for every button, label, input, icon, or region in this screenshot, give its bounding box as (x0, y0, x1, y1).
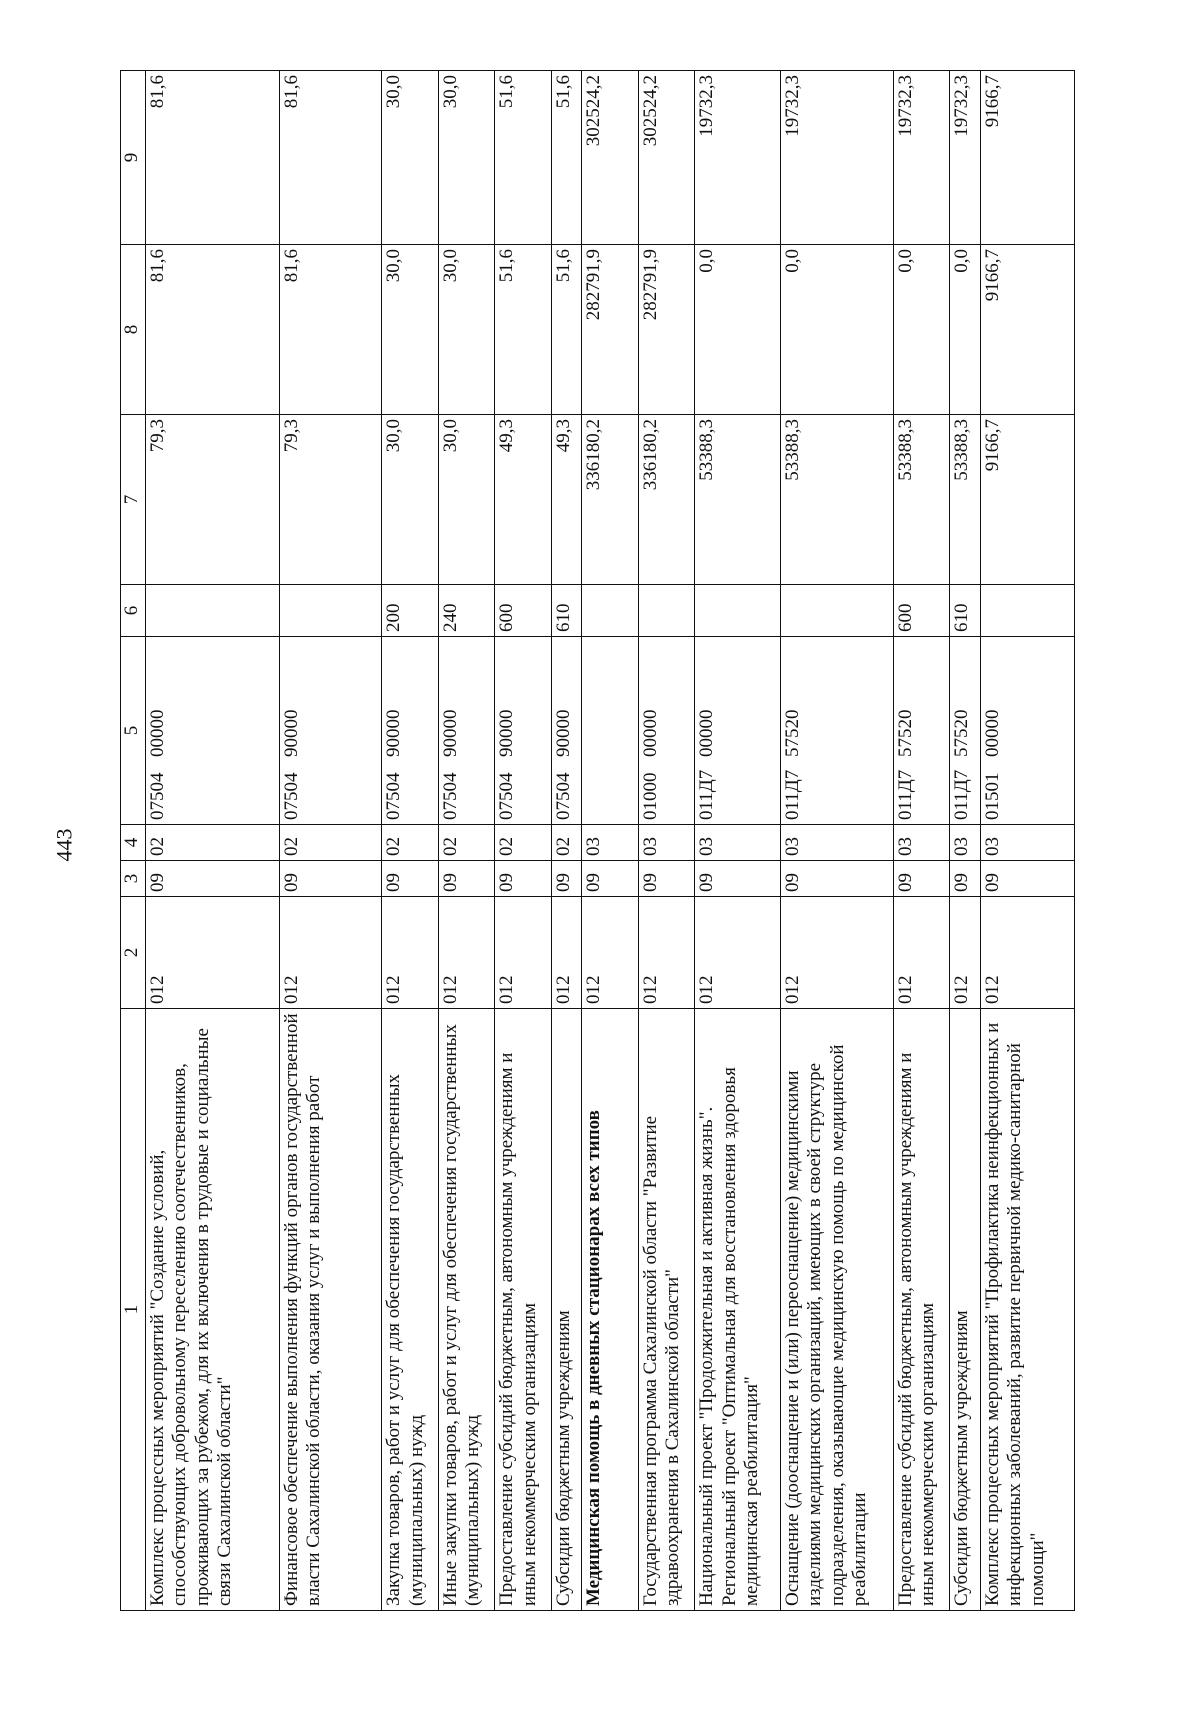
target-article-suffix: 00000 (147, 709, 168, 757)
target-article-prefix: 011Д7 (951, 769, 973, 820)
target-article-suffix: 90000 (439, 709, 461, 757)
section-code-cell: 09 (950, 861, 980, 897)
section-code-cell: 09 (495, 861, 551, 897)
target-article-cell (551, 637, 581, 825)
amount-2024-cell: 53388,3 (695, 415, 781, 585)
target-article-prefix: 07504 (496, 772, 518, 820)
target-article-suffix: 57520 (781, 709, 803, 757)
target-article-suffix: 90000 (552, 709, 574, 757)
row-name-cell: Финансовое обеспечение выполнения функций органов государственной власти Сахалинской области, оказания услуг и выполнения работ (279, 1009, 382, 1611)
amount-2026-cell: 19732,3 (780, 71, 893, 245)
amount-2026-cell: 19732,3 (950, 71, 980, 245)
ministry-code-cell: 012 (551, 897, 581, 1009)
column-header: 8 (121, 245, 146, 415)
row-name-cell: Государственная программа Сахалинской области "Развитие здравоохранения в Сахалинской области" (638, 1009, 694, 1611)
target-article-suffix: 00000 (696, 709, 718, 757)
ministry-code-cell: 012 (695, 897, 781, 1009)
column-header: 1 (121, 1009, 146, 1611)
amount-2026-cell: 30,0 (382, 71, 438, 245)
row-name-cell: Предоставление субсидий бюджетным, автономным учреждениям и иным некоммерческим организациям (495, 1009, 551, 1611)
amount-2025-cell: 30,0 (382, 245, 438, 415)
ministry-code-cell: 012 (638, 897, 694, 1009)
expense-type-cell (146, 585, 280, 637)
page-number: 443 (51, 828, 77, 862)
amount-2026-cell: 9166,7 (980, 71, 1074, 245)
expense-type-cell: 610 (551, 585, 581, 637)
expense-type-cell (980, 585, 1074, 637)
ministry-code-cell: 012 (780, 897, 893, 1009)
row-name-cell: Закупка товаров, работ и услуг для обеспечения государственных (муниципальных) нужд (382, 1009, 438, 1611)
target-article-suffix: 00000 (981, 709, 1003, 757)
subsection-code-cell: 03 (893, 825, 949, 861)
target-article-prefix: 01000 (639, 772, 661, 820)
subsection-code-cell: 03 (582, 825, 638, 861)
section-code-cell: 09 (551, 861, 581, 897)
amount-2026-cell: 19732,3 (695, 71, 781, 245)
section-code-cell: 09 (382, 861, 438, 897)
section-code-cell: 09 (780, 861, 893, 897)
row-name-cell: Комплекс процессных мероприятий "Профилактика неинфекционных и инфекционных заболеваний, развитие первичной медико-санитарной помощи" (980, 1009, 1074, 1611)
table-row (950, 71, 980, 1611)
amount-2024-cell: 53388,3 (893, 415, 949, 585)
ministry-code-cell: 012 (893, 897, 949, 1009)
ministry-code-cell: 012 (382, 897, 438, 1009)
amount-2026-cell: 302524,2 (582, 71, 638, 245)
target-article-cell (438, 637, 494, 825)
amount-2026-cell: 302524,2 (638, 71, 694, 245)
target-article-cell (893, 637, 949, 825)
expense-type-cell: 200 (382, 585, 438, 637)
amount-2025-cell: 9166,7 (980, 245, 1074, 415)
subsection-code-cell: 02 (146, 825, 280, 861)
table-wrapper (120, 71, 1075, 1611)
expense-type-cell: 610 (950, 585, 980, 637)
ministry-code-cell: 012 (582, 897, 638, 1009)
expense-type-cell (582, 585, 638, 637)
expense-type-cell (279, 585, 382, 637)
section-code-cell: 09 (438, 861, 494, 897)
amount-2026-cell: 81,6 (146, 71, 280, 245)
target-article-suffix: 90000 (496, 709, 518, 757)
section-code-cell: 09 (582, 861, 638, 897)
target-article-cell (950, 637, 980, 825)
section-code-cell: 09 (893, 861, 949, 897)
amount-2024-cell: 30,0 (438, 415, 494, 585)
row-name-cell: Субсидии бюджетным учреждениям (950, 1009, 980, 1611)
column-header: 2 (121, 897, 146, 1009)
ministry-code-cell: 012 (146, 897, 280, 1009)
subsection-code-cell: 02 (495, 825, 551, 861)
table-row (980, 71, 1074, 1611)
subsection-code-cell: 02 (279, 825, 382, 861)
amount-2025-cell: 0,0 (893, 245, 949, 415)
amount-2024-cell: 49,3 (495, 415, 551, 585)
target-article-prefix: 011Д7 (894, 769, 916, 820)
target-article-cell (495, 637, 551, 825)
target-article-prefix: 011Д7 (781, 769, 803, 820)
column-header: 6 (121, 585, 146, 637)
target-article-prefix: 01501 (981, 772, 1003, 820)
amount-2024-cell: 53388,3 (780, 415, 893, 585)
table-row (695, 71, 781, 1611)
amount-2024-cell: 9166,7 (980, 415, 1074, 585)
budget-table (120, 70, 1075, 1611)
table-row (780, 71, 893, 1611)
column-header: 5 (121, 637, 146, 825)
expense-type-cell (638, 585, 694, 637)
table-row (382, 71, 438, 1611)
section-code-cell: 09 (695, 861, 781, 897)
amount-2025-cell: 0,0 (950, 245, 980, 415)
target-article-prefix: 07504 (147, 772, 168, 820)
target-article-suffix: 57520 (894, 709, 916, 757)
amount-2024-cell: 53388,3 (950, 415, 980, 585)
target-article-cell (382, 637, 438, 825)
subsection-code-cell: 02 (382, 825, 438, 861)
amount-2026-cell: 30,0 (438, 71, 494, 245)
target-article-prefix: 011Д7 (696, 769, 718, 820)
row-name-cell: Оснащение (дооснащение и (или) переоснащение) медицинскими изделиями медицинских организаций, имеющих в своей структуре подразделения, оказывающие медицинскую помощь по медицинской реабилитации (780, 1009, 893, 1611)
amount-2024-cell: 30,0 (382, 415, 438, 585)
section-code-cell: 09 (146, 861, 280, 897)
section-code-cell: 09 (638, 861, 694, 897)
target-article-prefix: 07504 (280, 772, 302, 820)
amount-2024-cell: 49,3 (551, 415, 581, 585)
target-article-cell (980, 637, 1074, 825)
table-row (438, 71, 494, 1611)
table-row (893, 71, 949, 1611)
row-name-cell: Национальный проект "Продолжительная и активная жизнь". Региональный проект "Оптимальная для восстановления здоровья медицинская реабилитация" (695, 1009, 781, 1611)
header-row (121, 71, 146, 1611)
section-code-cell: 09 (279, 861, 382, 897)
amount-2026-cell: 81,6 (279, 71, 382, 245)
table-row (495, 71, 551, 1611)
amount-2026-cell: 19732,3 (893, 71, 949, 245)
column-header: 3 (121, 861, 146, 897)
amount-2025-cell: 81,6 (279, 245, 382, 415)
amount-2025-cell: 30,0 (438, 245, 494, 415)
target-article-prefix: 07504 (383, 772, 405, 820)
amount-2025-cell: 0,0 (695, 245, 781, 415)
column-header: 7 (121, 415, 146, 585)
subsection-code-cell: 02 (438, 825, 494, 861)
ministry-code-cell: 012 (495, 897, 551, 1009)
ministry-code-cell: 012 (950, 897, 980, 1009)
column-header: 4 (121, 825, 146, 861)
amount-2025-cell: 81,6 (146, 245, 280, 415)
table-row (638, 71, 694, 1611)
amount-2026-cell: 51,6 (551, 71, 581, 245)
column-header: 9 (121, 71, 146, 245)
amount-2025-cell: 0,0 (780, 245, 893, 415)
amount-2024-cell: 336180,2 (638, 415, 694, 585)
target-article-suffix: 90000 (383, 709, 405, 757)
amount-2025-cell: 51,6 (551, 245, 581, 415)
target-article-suffix: 57520 (951, 709, 973, 757)
amount-2025-cell: 282791,9 (582, 245, 638, 415)
subsection-code-cell: 03 (980, 825, 1074, 861)
target-article-cell (638, 637, 694, 825)
amount-2025-cell: 282791,9 (638, 245, 694, 415)
target-article-suffix: 00000 (639, 709, 661, 757)
target-article-cell (279, 637, 382, 825)
subsection-code-cell: 02 (551, 825, 581, 861)
amount-2024-cell: 336180,2 (582, 415, 638, 585)
amount-2024-cell: 79,3 (146, 415, 280, 585)
expense-type-cell: 600 (495, 585, 551, 637)
target-article-cell (146, 637, 280, 825)
target-article-suffix: 90000 (280, 709, 302, 757)
expense-type-cell (695, 585, 781, 637)
amount-2024-cell: 79,3 (279, 415, 382, 585)
table-row (146, 71, 280, 1611)
expense-type-cell: 240 (438, 585, 494, 637)
row-name-cell: Комплекс процессных мероприятий "Создание условий, способствующих добровольному переселению соотечественников, проживающих за рубежом, для их включения в трудовые и социальные связи Сахалинской области" (146, 1009, 280, 1611)
section-code-cell: 09 (980, 861, 1074, 897)
subsection-code-cell: 03 (780, 825, 893, 861)
row-name-cell: Медицинская помощь в дневных стационарах всех типов (582, 1009, 638, 1611)
target-article-prefix: 07504 (439, 772, 461, 820)
ministry-code-cell: 012 (279, 897, 382, 1009)
amount-2026-cell: 51,6 (495, 71, 551, 245)
subsection-code-cell: 03 (638, 825, 694, 861)
ministry-code-cell: 012 (980, 897, 1074, 1009)
target-article-cell (582, 637, 638, 825)
target-article-cell (780, 637, 893, 825)
row-name-cell: Субсидии бюджетным учреждениям (551, 1009, 581, 1611)
table-row (582, 71, 638, 1611)
subsection-code-cell: 03 (695, 825, 781, 861)
subsection-code-cell: 03 (950, 825, 980, 861)
expense-type-cell (780, 585, 893, 637)
target-article-cell (695, 637, 781, 825)
row-name-cell: Иные закупки товаров, работ и услуг для обеспечения государственных (муниципальных) нужд (438, 1009, 494, 1611)
target-article-prefix: 07504 (552, 772, 574, 820)
expense-type-cell: 600 (893, 585, 949, 637)
amount-2025-cell: 51,6 (495, 245, 551, 415)
table-row (551, 71, 581, 1611)
row-name-cell: Предоставление субсидий бюджетным, автономным учреждениям и иным некоммерческим организациям (893, 1009, 949, 1611)
table-row (279, 71, 382, 1611)
ministry-code-cell: 012 (438, 897, 494, 1009)
